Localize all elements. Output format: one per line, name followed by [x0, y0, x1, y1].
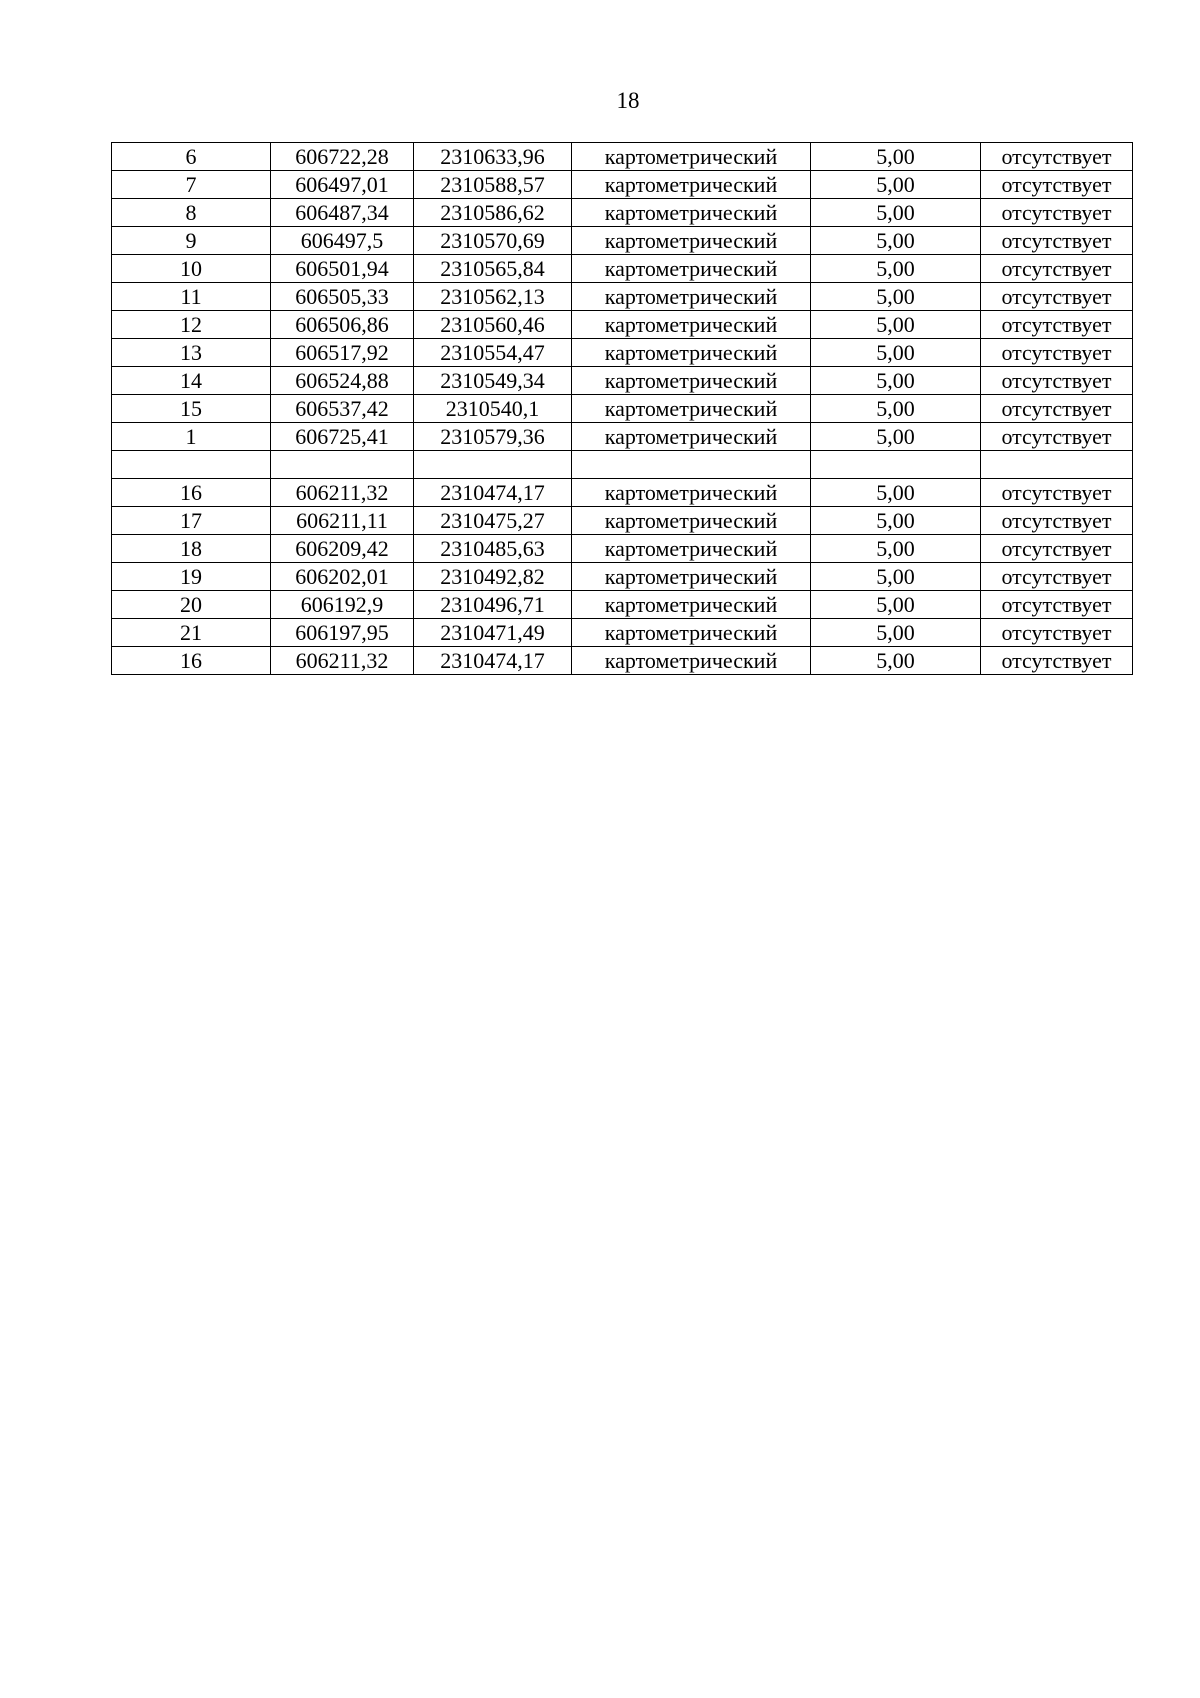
method-cell: картометрический [572, 171, 811, 199]
table-row-empty [112, 451, 1133, 479]
table-body [112, 143, 1133, 675]
x-coordinate-cell: 606501,94 [271, 255, 414, 283]
x-coordinate-cell: 606211,32 [271, 647, 414, 675]
y-coordinate-cell [414, 451, 572, 479]
point-number-cell: 15 [112, 395, 271, 423]
accuracy-cell: 5,00 [811, 423, 981, 451]
point-number-cell: 9 [112, 227, 271, 255]
point-number-cell: 14 [112, 367, 271, 395]
accuracy-cell: 5,00 [811, 563, 981, 591]
table-row [112, 563, 1133, 591]
method-cell: картометрический [572, 591, 811, 619]
accuracy-cell: 5,00 [811, 143, 981, 171]
x-coordinate-cell: 606487,34 [271, 199, 414, 227]
method-cell: картометрический [572, 311, 811, 339]
method-cell: картометрический [572, 563, 811, 591]
x-coordinate-cell: 606211,32 [271, 479, 414, 507]
y-coordinate-cell: 2310474,17 [414, 647, 572, 675]
point-number-cell: 8 [112, 199, 271, 227]
y-coordinate-cell: 2310475,27 [414, 507, 572, 535]
x-coordinate-cell: 606211,11 [271, 507, 414, 535]
point-number-cell: 7 [112, 171, 271, 199]
x-coordinate-cell: 606725,41 [271, 423, 414, 451]
method-cell: картометрический [572, 395, 811, 423]
method-cell: картометрический [572, 199, 811, 227]
accuracy-cell: 5,00 [811, 283, 981, 311]
method-cell [572, 451, 811, 479]
x-coordinate-cell: 606209,42 [271, 535, 414, 563]
y-coordinate-cell: 2310570,69 [414, 227, 572, 255]
accuracy-cell: 5,00 [811, 171, 981, 199]
point-number-cell: 11 [112, 283, 271, 311]
table-row [112, 507, 1133, 535]
accuracy-cell: 5,00 [811, 507, 981, 535]
accuracy-cell: 5,00 [811, 255, 981, 283]
coordinates-table [111, 142, 1133, 675]
accuracy-cell: 5,00 [811, 619, 981, 647]
description-cell: отсутствует [981, 535, 1133, 563]
y-coordinate-cell: 2310560,46 [414, 311, 572, 339]
description-cell: отсутствует [981, 423, 1133, 451]
x-coordinate-cell: 606517,92 [271, 339, 414, 367]
table-row [112, 367, 1133, 395]
point-number-cell: 17 [112, 507, 271, 535]
y-coordinate-cell: 2310554,47 [414, 339, 572, 367]
description-cell: отсутствует [981, 311, 1133, 339]
method-cell: картометрический [572, 339, 811, 367]
accuracy-cell: 5,00 [811, 339, 981, 367]
description-cell: отсутствует [981, 479, 1133, 507]
accuracy-cell [811, 451, 981, 479]
y-coordinate-cell: 2310540,1 [414, 395, 572, 423]
x-coordinate-cell: 606506,86 [271, 311, 414, 339]
y-coordinate-cell: 2310588,57 [414, 171, 572, 199]
method-cell: картометрический [572, 647, 811, 675]
point-number-cell: 6 [112, 143, 271, 171]
accuracy-cell: 5,00 [811, 311, 981, 339]
description-cell: отсутствует [981, 591, 1133, 619]
point-number-cell: 10 [112, 255, 271, 283]
accuracy-cell: 5,00 [811, 591, 981, 619]
description-cell: отсутствует [981, 227, 1133, 255]
method-cell: картометрический [572, 283, 811, 311]
x-coordinate-cell: 606722,28 [271, 143, 414, 171]
description-cell: отсутствует [981, 619, 1133, 647]
table-row [112, 227, 1133, 255]
x-coordinate-cell [271, 451, 414, 479]
description-cell: отсутствует [981, 199, 1133, 227]
y-coordinate-cell: 2310492,82 [414, 563, 572, 591]
method-cell: картометрический [572, 423, 811, 451]
method-cell: картометрический [572, 507, 811, 535]
table-row [112, 619, 1133, 647]
y-coordinate-cell: 2310485,63 [414, 535, 572, 563]
point-number-cell: 20 [112, 591, 271, 619]
method-cell: картометрический [572, 479, 811, 507]
description-cell: отсутствует [981, 507, 1133, 535]
description-cell: отсутствует [981, 339, 1133, 367]
accuracy-cell: 5,00 [811, 479, 981, 507]
point-number-cell [112, 451, 271, 479]
description-cell: отсутствует [981, 563, 1133, 591]
x-coordinate-cell: 606505,33 [271, 283, 414, 311]
description-cell: отсутствует [981, 283, 1133, 311]
point-number-cell: 1 [112, 423, 271, 451]
x-coordinate-cell: 606202,01 [271, 563, 414, 591]
accuracy-cell: 5,00 [811, 199, 981, 227]
method-cell: картометрический [572, 535, 811, 563]
table-row [112, 143, 1133, 171]
method-cell: картометрический [572, 619, 811, 647]
y-coordinate-cell: 2310633,96 [414, 143, 572, 171]
table-row [112, 535, 1133, 563]
table-row [112, 479, 1133, 507]
table-row [112, 423, 1133, 451]
x-coordinate-cell: 606197,95 [271, 619, 414, 647]
method-cell: картометрический [572, 143, 811, 171]
x-coordinate-cell: 606524,88 [271, 367, 414, 395]
x-coordinate-cell: 606192,9 [271, 591, 414, 619]
accuracy-cell: 5,00 [811, 535, 981, 563]
description-cell: отсутствует [981, 367, 1133, 395]
table-row [112, 283, 1133, 311]
y-coordinate-cell: 2310549,34 [414, 367, 572, 395]
description-cell [981, 451, 1133, 479]
y-coordinate-cell: 2310496,71 [414, 591, 572, 619]
y-coordinate-cell: 2310474,17 [414, 479, 572, 507]
accuracy-cell: 5,00 [811, 647, 981, 675]
table-row [112, 647, 1133, 675]
x-coordinate-cell: 606497,01 [271, 171, 414, 199]
accuracy-cell: 5,00 [811, 227, 981, 255]
description-cell: отсутствует [981, 171, 1133, 199]
description-cell: отсутствует [981, 255, 1133, 283]
table-row [112, 591, 1133, 619]
accuracy-cell: 5,00 [811, 367, 981, 395]
point-number-cell: 18 [112, 535, 271, 563]
y-coordinate-cell: 2310471,49 [414, 619, 572, 647]
y-coordinate-cell: 2310579,36 [414, 423, 572, 451]
accuracy-cell: 5,00 [811, 395, 981, 423]
point-number-cell: 21 [112, 619, 271, 647]
point-number-cell: 13 [112, 339, 271, 367]
y-coordinate-cell: 2310562,13 [414, 283, 572, 311]
table-row [112, 339, 1133, 367]
point-number-cell: 19 [112, 563, 271, 591]
table-row [112, 255, 1133, 283]
x-coordinate-cell: 606497,5 [271, 227, 414, 255]
description-cell: отсутствует [981, 143, 1133, 171]
description-cell: отсутствует [981, 647, 1133, 675]
method-cell: картометрический [572, 367, 811, 395]
page-number: 18 [616, 88, 640, 113]
point-number-cell: 16 [112, 479, 271, 507]
y-coordinate-cell: 2310565,84 [414, 255, 572, 283]
method-cell: картометрический [572, 255, 811, 283]
method-cell: картометрический [572, 227, 811, 255]
point-number-cell: 16 [112, 647, 271, 675]
description-cell: отсутствует [981, 395, 1133, 423]
table-row [112, 395, 1133, 423]
table-row [112, 171, 1133, 199]
x-coordinate-cell: 606537,42 [271, 395, 414, 423]
table-row [112, 199, 1133, 227]
y-coordinate-cell: 2310586,62 [414, 199, 572, 227]
point-number-cell: 12 [112, 311, 271, 339]
table-row [112, 311, 1133, 339]
